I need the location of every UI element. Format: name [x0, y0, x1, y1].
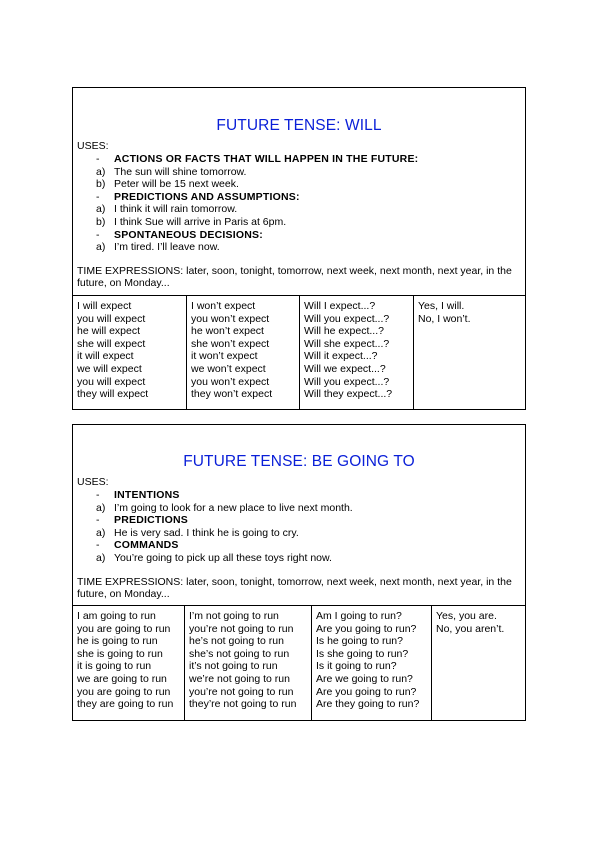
- going-example: a) He is very sad. I think he is going to cry.: [96, 526, 299, 539]
- table-cell: they’re not going to run: [189, 698, 297, 711]
- table-cell: he is going to run: [77, 635, 158, 648]
- going-question-column: [312, 606, 432, 720]
- table-cell: Will you expect...?: [304, 312, 390, 325]
- table-cell: Is it going to run?: [316, 660, 397, 673]
- going-use-heading: - COMMANDS: [96, 539, 179, 552]
- will-title: FUTURE TENSE: WILL: [216, 117, 382, 134]
- table-cell: Am I going to run?: [316, 610, 402, 622]
- table-cell: he will expect: [77, 325, 141, 338]
- will-example: a) The sun will shine tomorrow.: [96, 165, 247, 178]
- will-use-heading: - ACTIONS OR FACTS THAT WILL HAPPEN IN THE FUTURE:: [96, 153, 419, 165]
- will-example: b) I think Sue will arrive in Paris at 6pm.: [96, 215, 287, 228]
- going-negative-column: [185, 606, 312, 720]
- table-cell: they won’t expect: [191, 388, 273, 401]
- table-cell: Will they expect...?: [304, 388, 393, 401]
- going-conjugation-table: [73, 605, 525, 720]
- will-use-heading: - PREDICTIONS AND ASSUMPTIONS:: [96, 190, 300, 203]
- table-cell: you are going to run: [77, 622, 171, 635]
- table-cell: I am going to run: [77, 610, 156, 622]
- table-cell: she will expect: [77, 337, 146, 350]
- table-cell: you won’t expect: [191, 312, 270, 325]
- going-card-header: [73, 452, 525, 601]
- table-cell: we are going to run: [77, 672, 167, 685]
- will-affirmative-column: [73, 296, 187, 409]
- table-cell: Is she going to run?: [316, 647, 409, 660]
- table-cell: Are they going to run?: [316, 698, 420, 711]
- table-cell: she’s not going to run: [189, 647, 290, 660]
- table-cell: he won’t expect: [191, 325, 264, 338]
- will-use-heading: - SPONTANEOUS DECISIONS:: [96, 228, 263, 241]
- table-cell: you’re not going to run: [189, 622, 294, 635]
- table-cell: I’m not going to run: [189, 610, 279, 622]
- table-cell: it is going to run: [77, 660, 152, 673]
- table-cell: they are going to run: [77, 698, 174, 711]
- going-title: FUTURE TENSE: BE GOING TO: [183, 453, 415, 470]
- table-cell: Yes, I will.: [418, 300, 465, 312]
- will-example: a) I think it will rain tomorrow.: [96, 203, 238, 216]
- going-time-expressions: TIME EXPRESSIONS: later, soon, tonight, tomorrow, next week, next month, next year, in the future, on Monday...: [77, 575, 512, 601]
- table-cell: it’s not going to run: [189, 660, 278, 673]
- table-cell: Is he going to run?: [316, 635, 403, 648]
- table-cell: she won’t expect: [191, 337, 270, 350]
- table-cell: he’s not going to run: [189, 635, 284, 648]
- table-cell: Will he expect...?: [304, 325, 384, 338]
- table-cell: Will we expect...?: [304, 362, 386, 375]
- going-use-heading: - INTENTIONS: [96, 489, 180, 501]
- will-conjugation-table: [73, 295, 525, 409]
- table-cell: I won’t expect: [191, 300, 256, 312]
- will-negative-column: [187, 296, 300, 409]
- table-cell: she is going to run: [77, 647, 163, 660]
- will-card-header: [73, 116, 525, 290]
- table-cell: we won’t expect: [191, 362, 266, 375]
- table-cell: Will I expect...?: [304, 300, 376, 312]
- table-cell: No, I won’t.: [418, 312, 471, 325]
- table-cell: you will expect: [77, 375, 146, 388]
- table-cell: Are we going to run?: [316, 672, 413, 685]
- going-to-card: [72, 424, 526, 721]
- will-short-answer-column: [414, 296, 525, 409]
- table-cell: you will expect: [77, 312, 146, 325]
- table-cell: Are you going to run?: [316, 622, 417, 635]
- table-cell: Will she expect...?: [304, 337, 390, 350]
- will-time-expressions: TIME EXPRESSIONS: later, soon, tonight, tomorrow, next week, next month, next year, in the future, on Monday...: [77, 264, 512, 290]
- table-cell: No, you aren’t.: [436, 622, 505, 635]
- will-uses-label: USES:: [77, 140, 109, 152]
- going-example: a) You’re going to pick up all these toys right now.: [96, 551, 332, 564]
- will-example: a) I’m tired. I’ll leave now.: [96, 241, 220, 254]
- table-cell: they will expect: [77, 388, 149, 401]
- table-cell: Will it expect...?: [304, 350, 378, 363]
- table-cell: you’re not going to run: [189, 685, 294, 698]
- will-example: b) Peter will be 15 next week.: [96, 178, 239, 191]
- table-cell: it won’t expect: [191, 350, 258, 363]
- going-example: a) I’m going to look for a new place to live next month.: [96, 501, 353, 514]
- going-short-answer-column: [432, 606, 525, 720]
- table-cell: I will expect: [77, 300, 132, 312]
- table-cell: Are you going to run?: [316, 685, 417, 698]
- table-cell: Will you expect...?: [304, 375, 390, 388]
- table-cell: we’re not going to run: [189, 672, 290, 685]
- table-cell: it will expect: [77, 350, 134, 363]
- table-cell: we will expect: [77, 362, 142, 375]
- going-affirmative-column: [73, 606, 185, 720]
- table-cell: Yes, you are.: [436, 610, 497, 622]
- table-cell: you won’t expect: [191, 375, 270, 388]
- going-uses-label: USES:: [77, 476, 109, 488]
- table-cell: you are going to run: [77, 685, 171, 698]
- will-question-column: [300, 296, 414, 409]
- going-use-heading: - PREDICTIONS: [96, 514, 188, 527]
- will-card: [72, 87, 526, 410]
